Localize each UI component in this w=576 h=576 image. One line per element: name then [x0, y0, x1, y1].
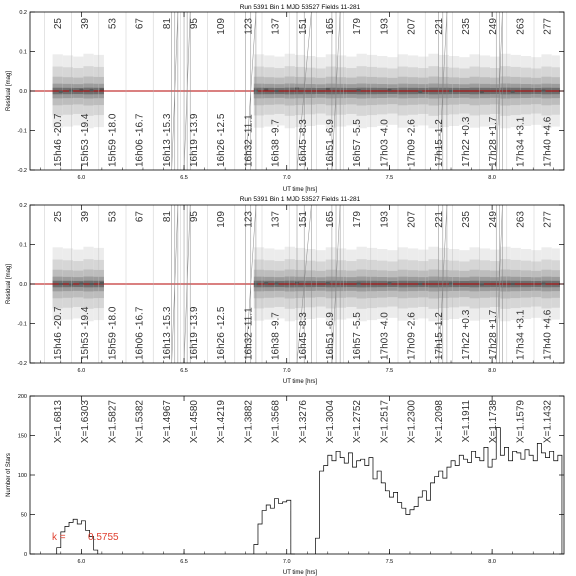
- field-label: 81: [161, 211, 173, 223]
- x-tick-label: 7.0: [282, 559, 291, 565]
- panel-1-xlabel: UT time [hrs]: [282, 187, 318, 193]
- y-tick-label: -0.2: [17, 361, 27, 367]
- x-tick-label: 6.0: [77, 368, 86, 374]
- median-residual-mark: [511, 91, 515, 93]
- airmass-label: X=1.2752: [352, 400, 364, 444]
- y-tick-label: 0.2: [19, 203, 27, 209]
- time-dec-label: 16h32 -11.1: [243, 114, 255, 167]
- x-tick-label: 6.5: [180, 368, 188, 374]
- time-dec-label: 17h22 +0.3: [461, 116, 472, 167]
- y-tick-label: 150: [17, 433, 27, 440]
- y-tick-label: 0: [23, 552, 27, 558]
- time-dec-label: 16h06 -16.7: [134, 113, 146, 167]
- field-label: 179: [352, 18, 364, 35]
- time-dec-label: 17h15 -1.2: [433, 312, 445, 360]
- time-dec-label: 17h34 +3.1: [515, 116, 527, 167]
- field-label: 263: [515, 18, 527, 35]
- airmass-label: X=1.5827: [107, 400, 119, 444]
- median-residual-mark: [357, 89, 361, 91]
- residual-panel-2: [6, 196, 564, 385]
- y-tick-label: 0.1: [19, 242, 27, 249]
- median-residual-mark: [541, 90, 545, 92]
- airmass-label: X=1.3568: [270, 400, 282, 444]
- x-tick-label: 7.0: [282, 368, 291, 374]
- airmass-label: X=1.6303: [80, 400, 92, 444]
- x-tick-label: 8.0: [488, 175, 496, 181]
- field-label: 109: [216, 18, 228, 35]
- field-label: 193: [379, 18, 391, 35]
- y-tick-label: -0.2: [17, 168, 27, 174]
- field-label: 277: [542, 211, 554, 228]
- median-residual-mark: [387, 89, 391, 91]
- field-label: 95: [189, 18, 200, 30]
- residual-panel-1: [6, 4, 564, 193]
- x-tick-label: 6.0: [77, 559, 86, 565]
- field-label: 53: [107, 211, 119, 223]
- airmass-label: X=1.4580: [189, 400, 200, 444]
- time-dec-label: 16h26 -12.5: [216, 306, 228, 360]
- field-label: 249: [488, 18, 500, 35]
- median-residual-mark: [274, 283, 278, 285]
- x-tick-label: 6.5: [180, 175, 188, 181]
- time-dec-label: 17h03 -4.0: [379, 119, 391, 167]
- panel-3-xlabel: UT time [hrs]: [282, 570, 318, 576]
- time-dec-label: 17h40 +4.6: [542, 116, 554, 167]
- time-dec-label: 16h06 -16.7: [134, 306, 146, 360]
- median-residual-mark: [326, 282, 330, 284]
- y-tick-label: 50: [20, 512, 27, 519]
- median-residual-mark: [79, 283, 83, 285]
- y-tick-label: -0.1: [17, 128, 27, 135]
- x-tick-label: 7.0: [282, 175, 291, 181]
- time-dec-label: 16h38 -9.7: [270, 119, 282, 167]
- panel-2-ylabel: Residual [mag]: [6, 263, 12, 305]
- time-dec-label: 17h03 -4.0: [379, 312, 391, 360]
- field-label: 39: [80, 18, 92, 30]
- y-tick-label: 200: [17, 394, 27, 400]
- median-residual-mark: [326, 88, 330, 90]
- time-dec-label: 17h09 -2.6: [406, 312, 418, 360]
- field-label: 67: [134, 18, 146, 30]
- airmass-label: X=1.3882: [243, 400, 255, 444]
- airmass-label: X=1.5382: [134, 400, 146, 444]
- field-label: 95: [189, 211, 200, 223]
- y-tick-label: 0.1: [19, 49, 27, 56]
- field-label: 277: [542, 18, 554, 35]
- median-residual-mark: [274, 90, 278, 92]
- airmass-label: X=1.2517: [379, 400, 391, 444]
- time-dec-label: 16h13 -15.3: [161, 113, 173, 167]
- airmass-label: X=1.1911: [461, 400, 472, 443]
- time-dec-label: 16h57 -5.5: [352, 119, 364, 167]
- time-dec-label: 16h32 -11.1: [243, 307, 255, 360]
- x-tick-label: 7.5: [385, 175, 394, 181]
- y-tick-label: 0.2: [19, 10, 27, 16]
- time-dec-label: 15h46 -20.7: [53, 113, 64, 167]
- field-label: 81: [161, 18, 173, 30]
- median-residual-mark: [480, 91, 484, 93]
- time-dec-label: 17h34 +3.1: [515, 309, 527, 360]
- time-dec-label: 16h45 -8.3: [297, 119, 309, 167]
- median-residual-mark: [90, 283, 94, 285]
- field-label: 207: [406, 211, 418, 228]
- median-residual-mark: [69, 90, 73, 92]
- panel-3-ylabel: Number of Stars: [6, 453, 12, 497]
- field-label: 123: [243, 211, 255, 228]
- median-residual-mark: [264, 282, 268, 284]
- field-label: 165: [325, 18, 336, 35]
- time-dec-label: 16h51 -6.9: [325, 119, 336, 167]
- time-dec-label: 16h38 -9.7: [270, 312, 282, 360]
- time-dec-label: 17h28 +1.7: [488, 116, 500, 167]
- time-dec-label: 16h19 -13.9: [189, 306, 200, 360]
- median-residual-mark: [541, 283, 545, 285]
- x-tick-label: 7.5: [385, 559, 394, 565]
- time-dec-label: 16h26 -12.5: [216, 113, 228, 167]
- median-residual-mark: [418, 283, 422, 285]
- median-residual-mark: [387, 282, 391, 284]
- airmass-label: X=1.4967: [161, 400, 173, 444]
- median-residual-mark: [79, 89, 83, 91]
- y-tick-label: -0.1: [17, 321, 27, 328]
- time-dec-label: 15h53 -19.4: [80, 113, 92, 167]
- star-count-histogram: [57, 428, 562, 554]
- k-label: k =: [52, 532, 66, 543]
- time-dec-label: 17h09 -2.6: [406, 119, 418, 167]
- time-dec-label: 16h45 -8.3: [297, 312, 309, 360]
- field-label: 221: [433, 211, 445, 228]
- time-dec-label: 15h46 -20.7: [53, 306, 64, 360]
- median-residual-mark: [357, 283, 361, 285]
- field-label: 165: [325, 211, 336, 228]
- airmass-label: X=1.3004: [325, 400, 336, 444]
- median-residual-mark: [100, 88, 104, 90]
- y-tick-label: 0.0: [19, 89, 27, 95]
- y-tick-label: 0.0: [19, 282, 27, 288]
- median-residual-mark: [418, 91, 422, 93]
- time-dec-label: 16h51 -6.9: [325, 312, 336, 360]
- panel-2-title: Run 5391 Bin 1 MJD 53527 Fields 11-281: [239, 196, 361, 203]
- field-label: 53: [107, 18, 119, 30]
- time-dec-label: 17h15 -1.2: [433, 119, 445, 167]
- field-label: 193: [379, 211, 391, 228]
- x-tick-label: 8.0: [488, 559, 496, 565]
- median-residual-mark: [511, 283, 515, 285]
- field-label: 235: [461, 18, 472, 35]
- time-dec-label: 15h59 -18.0: [107, 113, 119, 167]
- time-dec-label: 17h28 +1.7: [488, 309, 500, 360]
- panel-1-title: Run 5391 Bin 1 MJD 53527 Fields 11-281: [239, 4, 361, 11]
- airmass-labels: [53, 400, 554, 444]
- median-residual-mark: [59, 283, 63, 285]
- airmass-label: X=1.1432: [542, 400, 554, 444]
- time-dec-label: 17h22 +0.3: [461, 309, 472, 360]
- field-label: 137: [270, 18, 282, 35]
- airmass-label: X=1.4219: [216, 400, 228, 444]
- time-dec-label: 16h57 -5.5: [352, 312, 364, 360]
- field-label: 123: [243, 18, 255, 35]
- time-dec-label: 15h59 -18.0: [107, 306, 119, 360]
- x-tick-label: 7.5: [385, 368, 394, 374]
- airmass-label: X=1.6813: [53, 400, 64, 444]
- field-label: 179: [352, 211, 364, 228]
- field-label: 151: [297, 18, 309, 35]
- median-residual-mark: [480, 283, 484, 285]
- panel-1-ylabel: Residual [mag]: [6, 70, 12, 112]
- airmass-label: X=1.2300: [406, 400, 418, 444]
- field-label: 25: [53, 211, 64, 223]
- airmass-label: X=1.3276: [297, 400, 309, 444]
- field-label: 25: [53, 18, 64, 30]
- field-label: 109: [216, 211, 228, 228]
- field-label: 67: [134, 211, 146, 223]
- median-residual-mark: [69, 283, 73, 285]
- star-count-panel: [6, 394, 564, 576]
- x-tick-label: 8.0: [488, 368, 496, 374]
- median-residual-mark: [100, 282, 104, 284]
- median-residual-mark: [59, 91, 63, 93]
- field-label: 249: [488, 211, 500, 228]
- y-tick-label: 100: [17, 473, 27, 479]
- x-tick-label: 6.0: [77, 175, 86, 181]
- time-dec-label: 16h19 -13.9: [189, 113, 200, 167]
- airmass-label: X=1.1738: [488, 400, 500, 444]
- field-label: 137: [270, 211, 282, 228]
- field-label: 207: [406, 18, 418, 35]
- field-label: 263: [515, 211, 527, 228]
- field-label: 221: [433, 18, 445, 35]
- field-label: 39: [80, 211, 92, 223]
- time-dec-label: 16h13 -15.3: [161, 306, 173, 360]
- time-dec-label: 15h53 -19.4: [80, 306, 92, 360]
- x-tick-label: 6.5: [180, 559, 188, 565]
- field-label: 235: [461, 211, 472, 228]
- median-residual-mark: [90, 89, 94, 91]
- field-label: 151: [297, 211, 309, 228]
- airmass-label: X=1.1579: [515, 400, 527, 444]
- k-value: 0.5755: [88, 532, 119, 543]
- panel-2-xlabel: UT time [hrs]: [282, 379, 318, 385]
- median-residual-mark: [264, 88, 268, 90]
- time-dec-label: 17h40 +4.6: [542, 309, 554, 360]
- airmass-label: X=1.2098: [433, 400, 445, 444]
